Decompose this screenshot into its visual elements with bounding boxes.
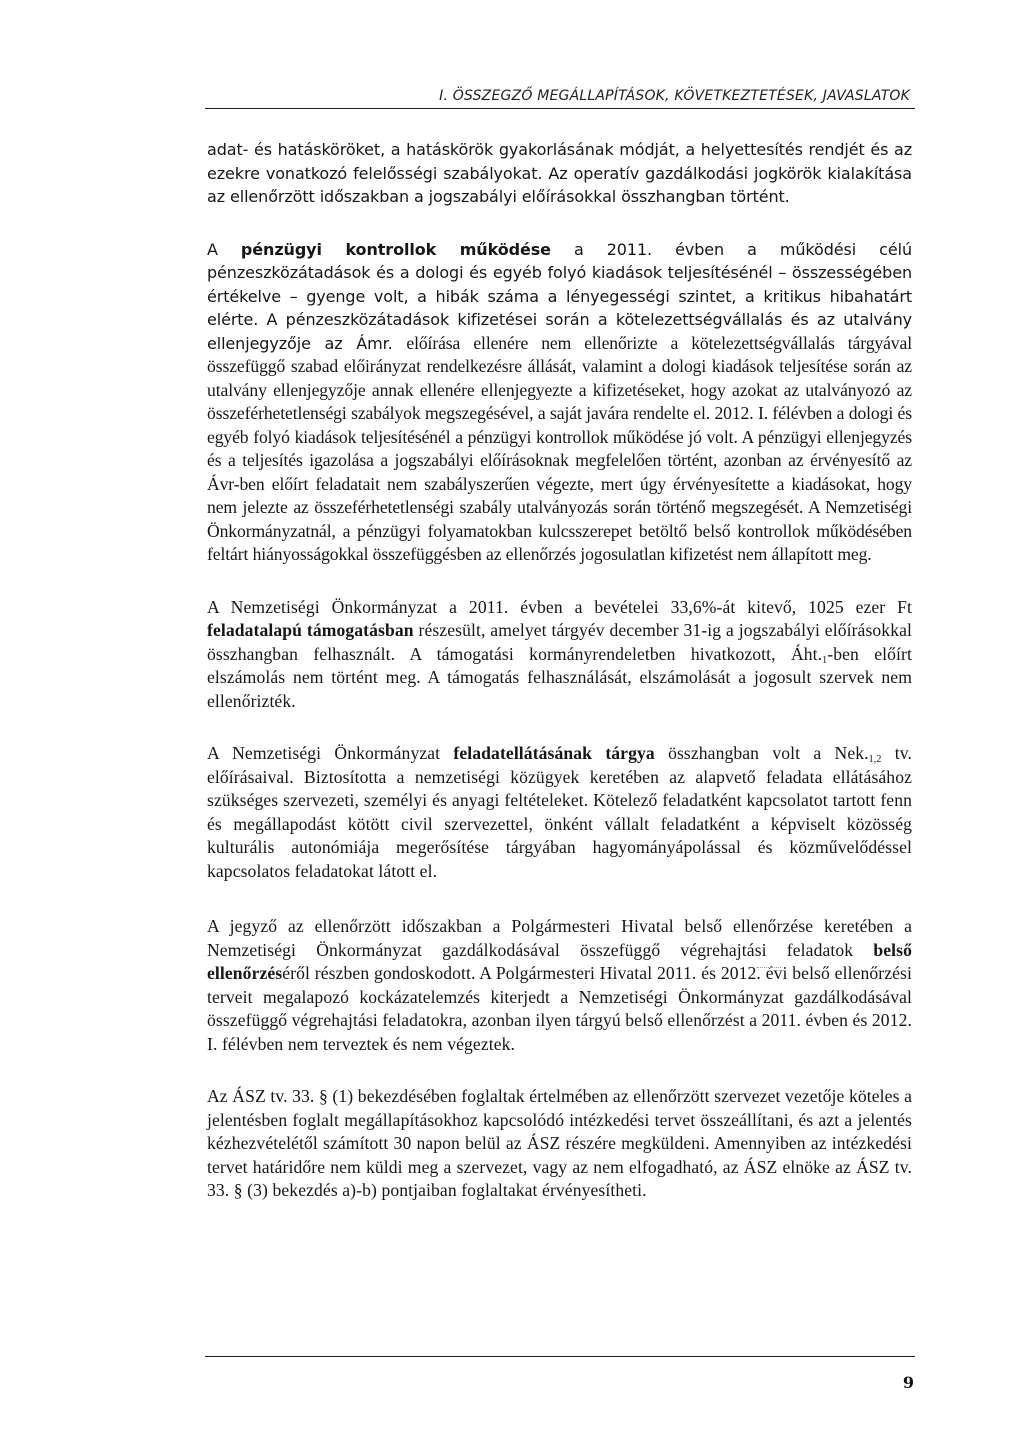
paragraph-authorities: adat- és hatásköröket, a hatáskörök gyakorlásának módját, a helyettesítés rendjét és az ezekre vonatkozó felelősségi szabályokat. Az operatív gazdálkodási jogkörök kialakítása az ellenőrzött időszakban a jogszabályi előírásokkal összhangban történt. [207, 140, 912, 206]
p2-body-serif: előírása ellenére nem ellenőrizte a kötelezettségvállalás tárgyával összefüggő szabad előirányzat rendelkezésre állását, valamint a dologi kiadások teljesítése során az utalvány ellenjegyzője annak ellenére ellenjegyezte a kifizetéseket, hogy azokat az utalványozó az összeférhetetlenségi szabályok megszegésével, a saját javára rendelte el. 2012. I. félévben a dologi és egyéb folyó kiadások teljesítésénél a pénzügyi kontrollok működése jó volt. A pénzügyi ellenjegyzés és a teljesítés igazolása a jogszabályi előírásoknak megfelelően történt, azonban az érvényesítő az Ávr-ben előírt feladatait nem szabályszerűen végezte, mert úgy érvényesítette a kiadásokat, hogy nem jelezte az összeférhetetlenségi szabály utalványozás során történő megszegését. A Nemzetiségi Önkormányzatnál, a pénzügyi folyamatokban kulcsszerepet betöltő belső kontrollok működésében feltárt hiányosságokkal összefüggésben az ellenőrzés jogosulatlan kifizetést nem állapított meg. [207, 332, 912, 564]
page-number: 9 [902, 1373, 914, 1392]
page-body [207, 138, 912, 1203]
p3-post: -ben előírt elszámolás nem történt meg. A támogatás felhasználását, elszámolását a jogosult szervek nem ellenőrizték. [207, 643, 912, 711]
p5-bold-term: belső ellenőrzés [207, 939, 912, 983]
p4-subscript: 1,2 [868, 754, 882, 765]
p5-post: éről részben gondoskodott. A Polgármesteri Hivatal 2011. és 2012. évi belső ellenőrzési terveit megalapozó kockázatelemzés kiterjedt a Nemzetiségi Önkormányzat gazdálkodásával összefüggő végrehajtási feladatokra, azonban ilyen tárgyú belső ellenőrzést a 2011. évben és 2012. I. félévben nem terveztek és nem végeztek. [207, 963, 913, 1054]
paragraph-task-subject [207, 742, 912, 883]
scan-mark [757, 967, 781, 968]
running-header: I. ÖSSZEGZŐ MEGÁLLAPÍTÁSOK, KÖVETKEZTETÉSEK, JAVASLATOK [439, 88, 910, 104]
p5-pre: A jegyző az ellenőrzött időszakban a Polgármesteri Hivatal belső ellenőrzése keretében a Nemzetiségi Önkormányzat gazdálkodásával összefüggő végrehajtási feladatok [207, 916, 912, 960]
paragraph-action-plan: Az ÁSZ tv. 33. § (1) bekezdésében foglaltak értelmében az ellenőrzött szervezet vezetője köteles a jelentésben foglalt megállapításokhoz kapcsolódó intézkedési tervet összeállítani, és azt a jelentés kézhezvételétől számított 30 napon belül az ÁSZ részére megküldeni. Amennyiben az intézkedési tervet határidőre nem küldi meg a szervezet, vagy az nem elfogadható, az ÁSZ elnöke az ÁSZ tv. 33. § (3) bekezdés a)-b) pontjaiban foglaltakat érvényesítheti. [207, 1086, 912, 1200]
header-rule [205, 108, 915, 109]
p2-bold-term: pénzügyi kontrollok működése [240, 239, 551, 259]
p3-bold-term: feladatalapú támogatásban [207, 620, 414, 640]
paragraph-task-based-support [207, 596, 912, 714]
p4-post: tv. előírásaival. Biztosította a nemzetiségi közügyek keretében az alapvető feladata ellátásához szükséges szervezeti, személyi és anyagi feltételeket. Kötelező feladatként kapcsolatot tartott fenn és megállapodást kötött civil szervezettel, önként vállalt feladatként a képviselt közösség kulturális autonómiája megerősítése tárgyában hagyományápolással és közművelődéssel kapcsolatos feladatokat látott el. [207, 743, 912, 881]
paragraph-internal-audit [207, 915, 912, 1056]
footer-rule [205, 1356, 915, 1357]
p4-mid: összhangban volt a Nek. [654, 743, 869, 763]
paragraph-financial-controls [207, 238, 912, 567]
p4-bold-term: feladatellátásának tárgya [453, 743, 655, 763]
p3-subscript: 1 [822, 654, 828, 666]
p3-mid: részesült, amelyet tárgyév december 31-ig a jogszabályi előírásokkal összhangban felhasznált. A támogatási kormányrendeletben hivatkozott, Áht. [207, 620, 912, 664]
p2-pre: A [207, 239, 241, 259]
p4-pre: A Nemzetiségi Önkormányzat [207, 743, 454, 763]
p2-body-sans: a 2011. évben a működési célú pénzeszközátadások és a dologi és egyéb folyó kiadások teljesítésénél – összességében értékelve – gyenge volt, a hibák száma a lényegességi szintet, a kritikus hibahatárt elérte. A pénzeszközátadások kifizetései során a kötelezettségvállalás és az utalvány ellenjegyzője az Ámr. [207, 239, 912, 353]
p3-pre: A Nemzetiségi Önkormányzat a 2011. évben a bevételei 33,6%-át kitevő, 1025 ezer Ft [207, 596, 912, 617]
